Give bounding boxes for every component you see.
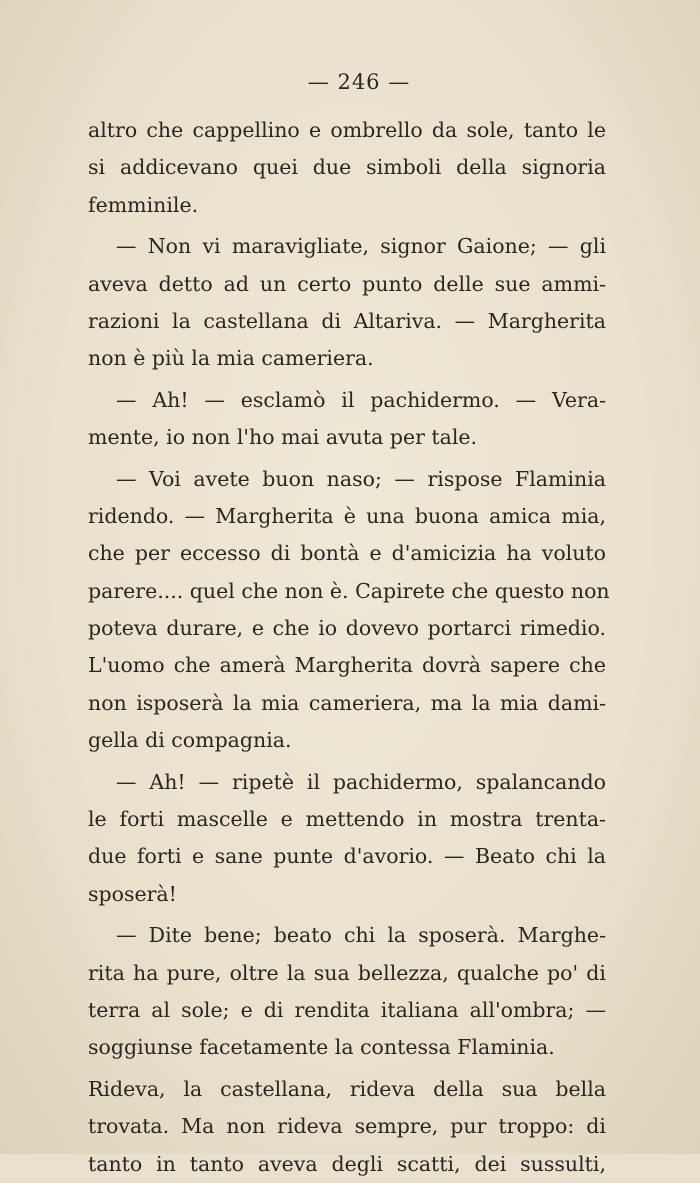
text-line: terra al sole; e di rendita italiana all'ombra; —	[88, 997, 606, 1022]
body-text	[88, 112, 610, 1183]
page-number: — 246 —	[307, 70, 411, 94]
text-line: si addicevano quei due simboli della signoria	[88, 155, 606, 180]
text-line: trovata. Ma non rideva sempre, pur troppo: di	[88, 1114, 606, 1139]
text-line: che per eccesso di bontà e d'amicizia ha voluto	[88, 541, 606, 566]
text-line: due forti e sane punte d'avorio. — Beato chi la	[88, 844, 606, 869]
text-line: tanto in tanto aveva degli scatti, dei sussulti,	[88, 1151, 606, 1176]
text-line: aveva detto ad un certo punto delle sue ammi-	[88, 271, 606, 296]
text-line: ridendo. — Margherita è una buona amica mia,	[88, 503, 606, 528]
text-line: Rideva, la castellana, rideva della sua bella	[88, 1076, 606, 1101]
text-line: non è più la mia cameriera.	[88, 346, 374, 371]
text-line: gella di compagnia.	[88, 728, 292, 753]
text-line: — Voi avete buon naso; — rispose Flaminia	[116, 466, 606, 491]
text-line: non isposerà la mia cameriera, ma la mia dami-	[88, 690, 606, 715]
text-line: razioni la castellana di Altariva. — Margherita	[88, 308, 606, 333]
text-line: — Non vi maravigliate, signor Gaione; — gli	[116, 234, 606, 259]
text-line: femminile.	[88, 192, 199, 217]
text-line: — Ah! — esclamò il pachidermo. — Vera-	[116, 387, 606, 412]
text-line: rita ha pure, oltre la sua bellezza, qualche po' di	[88, 960, 606, 985]
text-line: L'uomo che amerà Margherita dovrà sapere che	[88, 653, 606, 678]
text-line: parere.... quel che non è. Capirete che questo non	[88, 578, 610, 603]
text-line: — Dite bene; beato chi la sposerà. Marghe-	[116, 923, 606, 948]
text-line: altro che cappellino e ombrello da sole, tanto le	[88, 118, 606, 142]
text-line: poteva durare, e che io dovevo portarci rimedio.	[88, 616, 606, 641]
text-line: mente, io non l'ho mai avuta per tale.	[88, 425, 478, 450]
text-line: — Ah! — ripetè il pachidermo, spalancando	[116, 769, 606, 794]
text-line: le forti mascelle e mettendo in mostra trenta-	[88, 807, 606, 832]
text-line: soggiunse facetamente la contessa Flaminia.	[88, 1035, 555, 1060]
text-line: sposerà!	[88, 881, 177, 906]
